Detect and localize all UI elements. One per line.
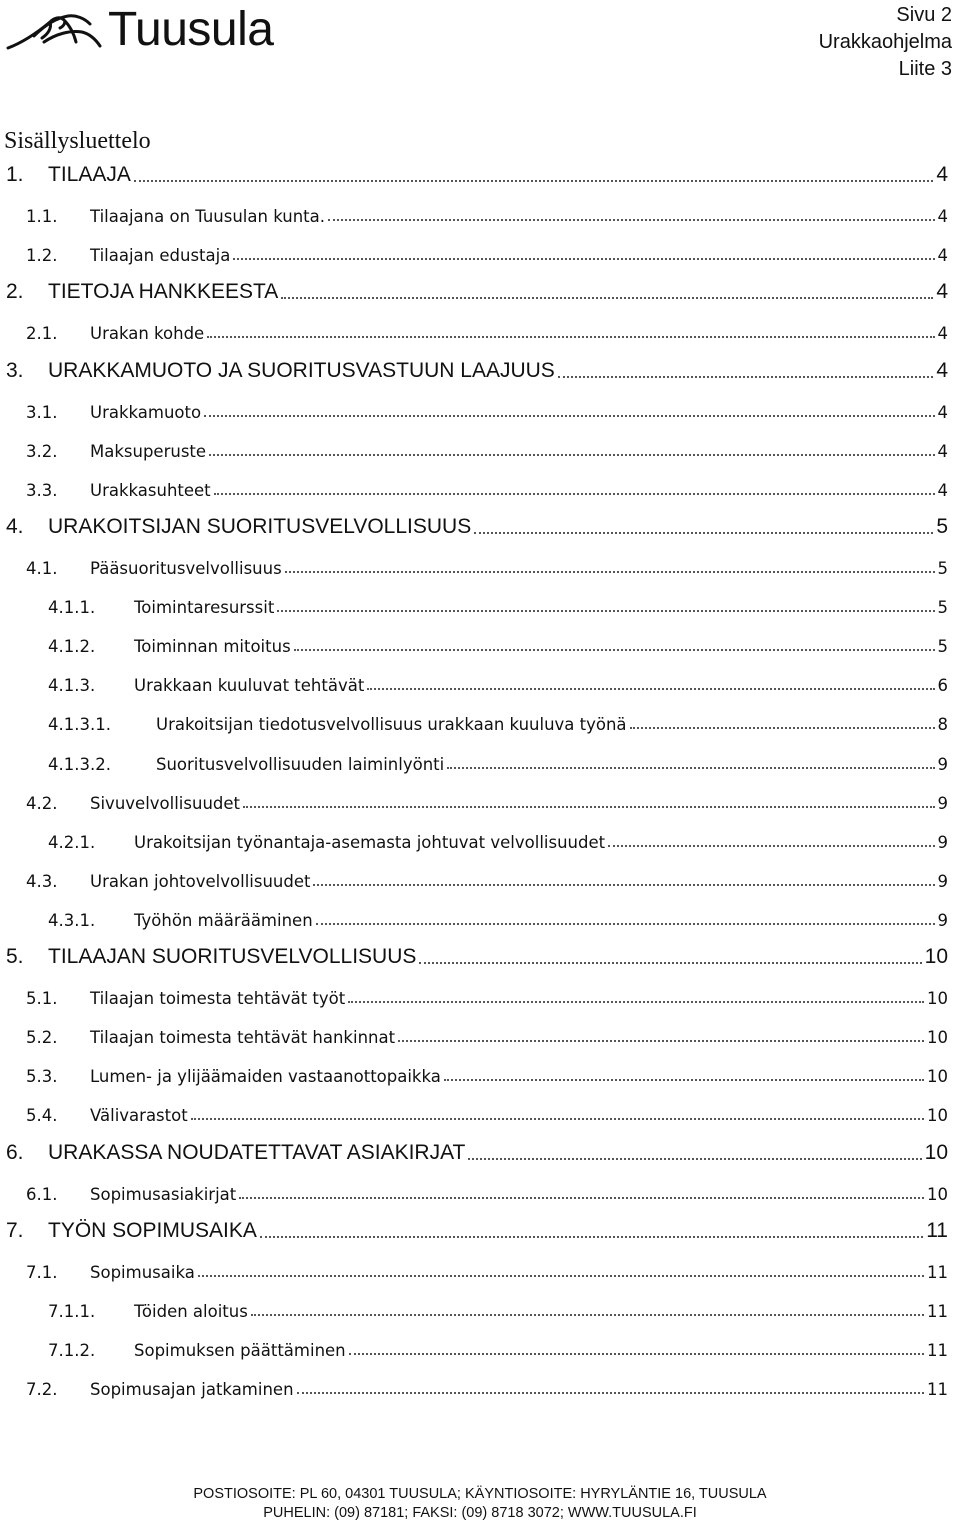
toc-dot-leader <box>281 297 933 299</box>
toc-entry-line <box>134 637 948 656</box>
toc-entry-number: 5.3. <box>26 1067 58 1087</box>
toc-entry-title: Tilaajana on Tuusulan kunta. <box>90 207 325 227</box>
toc-entry-title: Välivarastot <box>90 1106 188 1126</box>
toc-entry-line <box>90 442 948 461</box>
toc-entry[interactable] <box>0 431 960 465</box>
toc-dot-leader <box>468 1158 921 1160</box>
toc-entry-page: 10 <box>924 1140 948 1164</box>
toc-entry[interactable] <box>0 861 960 895</box>
toc-title: Sisällysluettelo <box>4 128 151 154</box>
toc-entry[interactable] <box>0 392 960 426</box>
toc-entry-page: 4 <box>937 480 948 500</box>
toc-entry-title: Urakan kohde <box>90 324 205 344</box>
footer-contact: PUHELIN: (09) 87181; FAKSI: (09) 8718 3072; WWW.TUUSULA.FI <box>263 1505 697 1521</box>
toc-entry-line <box>134 1302 948 1321</box>
toc-entry-title: URAKOITSIJAN SUORITUSVELVOLLISUUS <box>48 514 472 538</box>
tuusula-logo <box>4 2 304 62</box>
bird-logo-icon <box>4 12 104 60</box>
toc-entry-title: Sopimusaika <box>90 1262 195 1282</box>
toc-entry-number: 4.1.3.1. <box>48 715 111 735</box>
toc-entry-number: 7.1.1. <box>48 1301 96 1321</box>
toc-entry-page: 4 <box>936 163 948 186</box>
toc-entry-title: TILAAJAN SUORITUSVELVOLLISUUS <box>48 945 417 968</box>
toc-entry-line <box>90 403 948 422</box>
toc-entry[interactable] <box>0 548 960 582</box>
toc-entry-page: 10 <box>927 1067 948 1087</box>
toc-entry-page: 4 <box>937 246 948 266</box>
toc-entry-page: 10 <box>927 989 948 1009</box>
toc-entry[interactable] <box>0 587 960 621</box>
toc-entry-page: 5 <box>937 559 948 578</box>
toc-entry-number: 4.3. <box>26 871 58 891</box>
toc-entry[interactable] <box>0 274 960 308</box>
toc-entry[interactable] <box>0 939 960 973</box>
toc-dot-leader <box>297 1392 924 1394</box>
toc-dot-leader <box>243 806 935 808</box>
toc-entry-number: 4.1. <box>26 559 58 578</box>
toc-entry[interactable] <box>0 157 960 191</box>
toc-dot-leader <box>191 1118 924 1120</box>
toc-entry-line <box>134 911 948 930</box>
toc-entry-title: Töiden aloitus <box>134 1301 248 1321</box>
toc-dot-leader <box>233 258 934 260</box>
toc-entry-page: 4 <box>936 280 948 304</box>
toc-dot-leader <box>198 1275 924 1277</box>
toc-entry-title: Maksuperuste <box>90 441 207 461</box>
toc-entry-number: 5.4. <box>26 1106 58 1126</box>
toc-dot-leader <box>239 1197 924 1199</box>
toc-entry-title: Sopimusasiakirjat <box>90 1184 237 1204</box>
toc-entry-number: 3. <box>6 358 24 382</box>
toc-entry-page: 10 <box>927 1106 948 1126</box>
toc-entry-page: 8 <box>937 715 948 735</box>
toc-entry-title: Suoritusvelvollisuuden laiminlyönti <box>156 754 445 774</box>
toc-entry-line <box>90 481 948 500</box>
toc-entry[interactable] <box>0 509 960 543</box>
toc-entry[interactable] <box>0 978 960 1012</box>
toc-entry[interactable] <box>0 900 960 934</box>
toc-entry-title: Urakoitsijan työnantaja-asemasta johtuvat velvollisuudet <box>134 832 606 852</box>
toc-entry-number: 3.3. <box>26 480 58 500</box>
toc-dot-leader <box>277 610 934 612</box>
toc-dot-leader <box>630 727 935 729</box>
toc-dot-leader <box>251 1314 924 1316</box>
toc-entry-number: 4.1.2. <box>48 637 96 657</box>
toc-entry-number: 5. <box>6 945 24 968</box>
toc-entry-title: Lumen- ja ylijäämaiden vastaanottopaikka <box>90 1067 441 1087</box>
toc-entry[interactable] <box>0 1056 960 1090</box>
toc-entry-title: Sivuvelvollisuudet <box>90 793 240 813</box>
toc-entry-page: 10 <box>927 1184 948 1204</box>
toc-dot-leader <box>419 962 921 964</box>
toc-dot-leader <box>474 532 933 534</box>
toc-entry[interactable] <box>0 783 960 817</box>
toc-dot-leader <box>558 376 934 378</box>
toc-dot-leader <box>294 649 935 651</box>
toc-dot-leader <box>214 493 935 495</box>
document-name: Urakkaohjelma <box>818 31 952 53</box>
toc-entry-line <box>134 598 948 617</box>
toc-entry-page: 11 <box>926 1218 948 1242</box>
toc-entry-line <box>48 359 948 383</box>
toc-entry-line <box>156 755 948 774</box>
toc-entry-number: 7. <box>6 1218 24 1242</box>
toc-entry-title: Sopimuksen päättäminen <box>134 1341 346 1360</box>
toc-entry-line <box>48 163 948 187</box>
toc-entry[interactable] <box>0 1174 960 1208</box>
toc-entry-line <box>90 559 948 578</box>
toc-dot-leader <box>328 219 935 221</box>
toc-entry[interactable] <box>0 1291 960 1325</box>
header-info <box>819 2 952 83</box>
toc-entry-number: 5.2. <box>26 1028 58 1048</box>
toc-entry-line <box>134 676 948 695</box>
toc-entry-number: 4.3.1. <box>48 910 96 930</box>
toc-entry-title: Pääsuoritusvelvollisuus <box>90 559 282 578</box>
toc-entry-page: 4 <box>937 207 948 227</box>
toc-entry[interactable] <box>0 626 960 660</box>
toc-entry-page: 5 <box>936 514 948 538</box>
toc-entry-page: 10 <box>924 945 948 968</box>
toc-entry-title: Urakkaan kuuluvat tehtävät <box>134 676 365 696</box>
toc-entry-page: 11 <box>927 1341 948 1360</box>
toc-entry-page: 9 <box>937 910 948 930</box>
toc-entry-page: 10 <box>927 1028 948 1048</box>
toc-entry-title: Toimintaresurssit <box>134 598 275 618</box>
toc-entry-page: 6 <box>937 676 948 696</box>
toc-dot-leader <box>608 845 934 847</box>
page-label: Sivu 2 <box>896 4 952 26</box>
toc-entry-line <box>90 1380 948 1399</box>
toc-entry-number: 2. <box>6 280 24 304</box>
toc-entry-number: 3.2. <box>26 441 58 461</box>
toc-entry[interactable] <box>0 1135 960 1169</box>
toc-entry-number: 7.1.2. <box>48 1341 96 1360</box>
toc-entry-line <box>90 207 948 226</box>
toc-entry-page: 11 <box>927 1380 948 1400</box>
toc-entry-title: URAKKAMUOTO JA SUORITUSVASTUUN LAAJUUS <box>48 358 555 382</box>
toc-entry-line <box>134 833 948 852</box>
toc-entry-title: Työhön määrääminen <box>134 910 313 930</box>
toc-entry-number: 4.1.3.2. <box>48 754 111 774</box>
toc-entry[interactable] <box>0 196 960 230</box>
toc-entry-page: 11 <box>927 1262 948 1282</box>
toc-entry-page: 9 <box>937 754 948 774</box>
toc-entry-page: 9 <box>937 832 948 852</box>
toc-entry-line <box>48 1219 948 1243</box>
toc-entry-number: 4. <box>6 514 24 538</box>
toc-entry-line <box>90 324 948 343</box>
toc-entry-number: 4.2. <box>26 793 58 813</box>
toc-entry[interactable] <box>0 470 960 504</box>
toc-entry-page: 4 <box>937 441 948 461</box>
toc-entry-number: 4.1.1. <box>48 598 96 618</box>
footer-address: POSTIOSOITE: PL 60, 04301 TUUSULA; KÄYNTIOSOITE: HYRYLÄNTIE 16, TUUSULA <box>193 1486 767 1502</box>
toc-entry-line <box>48 515 948 539</box>
toc-entry-number: 1.1. <box>26 207 58 227</box>
attachment-label: Liite 3 <box>898 58 952 80</box>
toc-entry-number: 4.1.3. <box>48 676 96 696</box>
toc-entry-number: 1. <box>6 163 24 186</box>
toc-entry-title: Toiminnan mitoitus <box>134 637 291 657</box>
toc-entry-page: 5 <box>937 598 948 618</box>
toc-entry[interactable] <box>0 704 960 738</box>
toc-dot-leader <box>348 1001 924 1003</box>
toc-entry-page: 4 <box>937 402 948 422</box>
toc-dot-leader <box>349 1353 924 1355</box>
toc-entry-title: Urakkamuoto <box>90 402 202 422</box>
toc-entry[interactable] <box>0 353 960 387</box>
toc-dot-leader <box>134 180 933 182</box>
toc-entry-title: Tilaajan toimesta tehtävät hankinnat <box>90 1028 396 1048</box>
toc-dot-leader <box>260 1236 923 1238</box>
toc-entry-title: Sopimusajan jatkaminen <box>90 1380 294 1400</box>
toc-dot-leader <box>285 571 935 573</box>
toc-entry-page: 9 <box>937 871 948 891</box>
toc-entry[interactable] <box>0 235 960 269</box>
toc-entry-title: Urakan johtovelvollisuudet <box>90 871 311 891</box>
toc-dot-leader <box>444 1079 924 1081</box>
toc-entry-number: 2.1. <box>26 324 58 344</box>
toc-entry-number: 7.1. <box>26 1262 58 1282</box>
toc-entry-title: TIETOJA HANKKEESTA <box>48 280 279 304</box>
toc-dot-leader <box>398 1040 924 1042</box>
toc-entry-line <box>156 715 948 734</box>
toc-entry-number: 6. <box>6 1140 24 1164</box>
toc-entry-line <box>90 989 948 1008</box>
toc-entry-line <box>90 1067 948 1086</box>
toc-entry-line <box>90 1263 948 1282</box>
toc-entry-line <box>134 1341 948 1360</box>
toc-entry-page: 11 <box>927 1301 948 1321</box>
toc-entry-number: 1.2. <box>26 246 58 266</box>
toc-entry[interactable] <box>0 1213 960 1247</box>
toc-entry-title: Tilaajan toimesta tehtävät työt <box>90 989 346 1009</box>
toc-entry[interactable] <box>0 1017 960 1051</box>
toc-entry-title: TYÖN SOPIMUSAIKA <box>48 1218 257 1242</box>
toc-entry-line <box>90 1185 948 1204</box>
toc-entry-page: 4 <box>936 358 948 382</box>
toc-entry-page: 5 <box>937 637 948 657</box>
toc-dot-leader <box>204 415 934 417</box>
toc-entry[interactable] <box>0 1330 960 1364</box>
toc-entry-number: 4.2.1. <box>48 832 96 852</box>
toc-entry-line <box>48 1141 948 1165</box>
toc-dot-leader <box>316 923 935 925</box>
toc-entry[interactable] <box>0 822 960 856</box>
toc-dot-leader <box>447 767 934 769</box>
logo-text: Tuusula <box>108 3 274 56</box>
toc-entry-page: 9 <box>937 793 948 813</box>
toc-entry-number: 6.1. <box>26 1184 58 1204</box>
toc-entry[interactable] <box>0 1369 960 1403</box>
toc-entry-line <box>90 872 948 891</box>
toc-dot-leader <box>207 336 934 338</box>
toc-entry[interactable] <box>0 313 960 347</box>
toc-entry[interactable] <box>0 744 960 778</box>
toc-entry-line <box>90 1106 948 1125</box>
toc-entry-line <box>48 280 948 304</box>
toc-entry-line <box>90 1028 948 1047</box>
toc-entry[interactable] <box>0 665 960 699</box>
toc-entry-title: Urakoitsijan tiedotusvelvollisuus urakkaan kuuluva työnä <box>156 715 627 735</box>
footer <box>0 1485 960 1523</box>
toc-entry-line <box>90 246 948 265</box>
toc-dot-leader <box>313 884 934 886</box>
toc-dot-leader <box>209 454 934 456</box>
toc-entry-title: Tilaajan edustaja <box>90 246 231 266</box>
toc-entry-number: 3.1. <box>26 402 58 422</box>
toc-entry[interactable] <box>0 1095 960 1129</box>
toc-entry[interactable] <box>0 1252 960 1286</box>
toc-dot-leader <box>367 688 934 690</box>
toc-entry-line <box>48 945 948 969</box>
toc-entry-page: 4 <box>937 324 948 344</box>
toc-entry-title: URAKASSA NOUDATETTAVAT ASIAKIRJAT <box>48 1140 466 1164</box>
toc-entry-number: 7.2. <box>26 1380 58 1400</box>
toc-entry-title: TILAAJA <box>48 163 131 186</box>
toc-entry-title: Urakkasuhteet <box>90 480 211 500</box>
toc-entry-line <box>90 794 948 813</box>
toc-entry-number: 5.1. <box>26 989 58 1009</box>
